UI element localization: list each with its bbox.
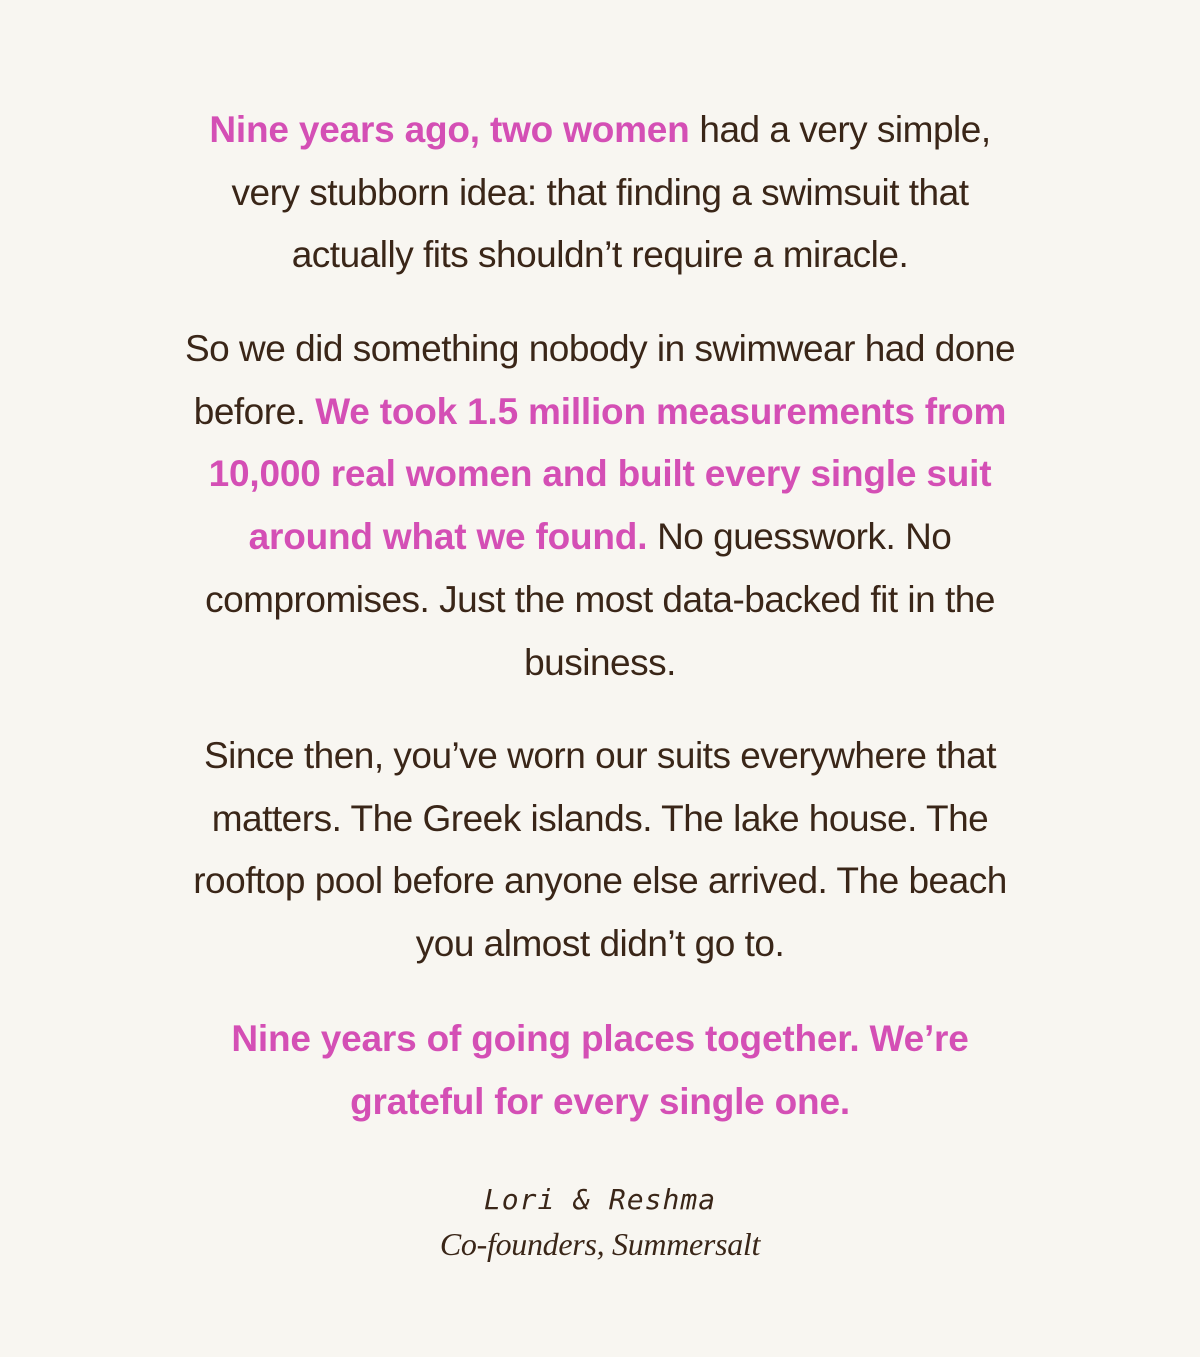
paragraph-measurements (180, 318, 1020, 694)
signature-names: Lori & Reshma (483, 1183, 717, 1216)
body-text: had a very simple, very stubborn idea: that finding a swimsuit that actually fits shouldn’t require a miracle. (231, 109, 991, 276)
highlight-text: We took 1.5 million measurements from 10,000 real women and built every single suit around what we found. (208, 390, 1007, 558)
paragraph-origin (175, 99, 1025, 287)
body-text: Since then, you’ve worn our suits everywhere that matters. The Greek islands. The lake house. The rooftop pool before anyone else arrived. The beach you almost didn’t go to. (193, 735, 1007, 965)
paragraph-gratitude (190, 1008, 1010, 1133)
body-text: So we did something nobody in swimwear had done before. (184, 328, 1016, 432)
paragraph-places (170, 725, 1030, 976)
body-text: No guesswork. No compromises. Just the most data-backed fit in the business. (205, 516, 995, 683)
signature-title: Co-founders, Summersalt (439, 1226, 761, 1262)
highlight-text: Nine years ago, two women (209, 109, 690, 150)
highlight-text: Nine years of going places together. We’re grateful for every single one. (231, 1018, 969, 1122)
